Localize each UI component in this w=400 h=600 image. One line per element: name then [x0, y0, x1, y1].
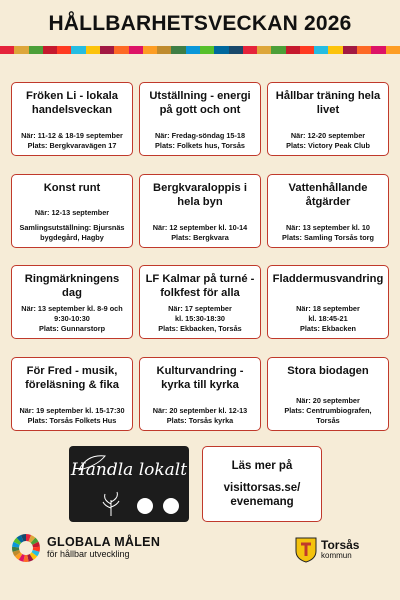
event-detail-line: När: Fredag-söndag 15-18	[154, 131, 246, 140]
stripe-segment	[0, 46, 14, 54]
event-detail-line: När: 18 september	[296, 304, 360, 313]
more-info-box[interactable]	[202, 446, 322, 522]
event-title: Utställning - energi på gott och ont	[149, 90, 251, 116]
event-card[interactable]	[11, 265, 133, 339]
shop-local-banner[interactable]	[69, 446, 189, 522]
event-detail-line: kl. 15:30-18:30	[175, 314, 225, 323]
color-stripe	[0, 46, 400, 54]
page-title: HÅLLBARHETSVECKAN 2026	[48, 12, 352, 35]
event-card[interactable]	[267, 265, 389, 339]
event-title: Bergkvaraloppis i hela byn	[153, 182, 247, 208]
event-detail-line: Plats: Ekbacken	[300, 324, 356, 333]
stripe-segment	[29, 46, 43, 54]
event-detail-line: Samlingsutställning: Bjursnäs bygdegård, Hagby	[19, 223, 125, 242]
event-detail-line: När: 11-12 & 18-19 september	[21, 131, 123, 140]
event-detail-line: När: 12-13 september	[34, 208, 110, 217]
event-detail-line: Plats: Ekbacken, Torsås	[158, 324, 242, 333]
stripe-segment	[14, 46, 28, 54]
torsas-badge-icon	[163, 498, 179, 514]
torsas-kommun-logo	[295, 537, 359, 563]
event-details	[272, 131, 384, 151]
stripe-segment	[214, 46, 228, 54]
event-card[interactable]	[139, 265, 261, 339]
event-card[interactable]	[11, 357, 133, 431]
flower-icon	[99, 490, 123, 516]
event-card[interactable]	[267, 174, 389, 248]
event-details	[16, 131, 128, 151]
municipality-type: kommun	[321, 551, 352, 560]
event-detail-line: Plats: Bergkvaravägen 17	[27, 141, 117, 150]
stripe-segment	[343, 46, 357, 54]
event-title: Konst runt	[43, 182, 101, 194]
event-title: Vattenhållande åtgärder	[288, 182, 368, 208]
stripe-segment	[114, 46, 128, 54]
event-details	[272, 304, 384, 334]
event-title: Stora biodagen	[287, 365, 369, 377]
event-detail-line: Plats: Samling Torsås torg	[282, 233, 374, 242]
event-details	[144, 131, 256, 151]
stripe-segment	[243, 46, 257, 54]
globala-malen-badge-icon	[137, 498, 153, 514]
event-title: Fladdermusvandring	[272, 273, 384, 285]
stripe-segment	[371, 46, 385, 54]
more-info-url[interactable]: visittorsas.se/ evenemang	[223, 482, 301, 508]
event-details	[272, 223, 384, 243]
stripe-segment	[229, 46, 243, 54]
event-card[interactable]	[11, 82, 133, 156]
sdg-wheel-icon	[11, 533, 41, 563]
event-card[interactable]	[267, 357, 389, 431]
stripe-segment	[257, 46, 271, 54]
event-card[interactable]	[139, 82, 261, 156]
event-details	[144, 406, 256, 426]
stripe-segment	[328, 46, 342, 54]
event-detail-line: Plats: Bergkvara	[171, 233, 229, 242]
shop-local-label: Handla lokalt	[70, 460, 188, 480]
stripe-segment	[43, 46, 57, 54]
event-detail-line: Plats: Torsås kyrka	[166, 416, 234, 425]
torsas-crest-icon	[295, 537, 317, 563]
stripe-segment	[200, 46, 214, 54]
stripe-segment	[71, 46, 85, 54]
municipality-name: Torsås	[321, 538, 360, 552]
stripe-segment	[186, 46, 200, 54]
event-detail-line: När: 17 september	[168, 304, 232, 313]
stripe-segment	[271, 46, 285, 54]
event-detail-line: När: 20 september	[296, 396, 360, 405]
stripe-segment	[100, 46, 114, 54]
more-info-label: Läs mer på	[231, 460, 293, 472]
event-details	[16, 406, 128, 426]
event-title: Kulturvandring - kyrka till kyrka	[156, 365, 244, 391]
event-title: Fröken Li - lokala handelsveckan	[25, 90, 118, 116]
event-details	[272, 396, 384, 426]
event-title: Ringmärkningens dag	[24, 273, 120, 299]
stripe-segment	[386, 46, 400, 54]
stripe-segment	[171, 46, 185, 54]
event-detail-line: När: 13 september kl. 8-9 och 9:30-10:30	[21, 304, 123, 323]
globala-malen-logo	[11, 533, 160, 563]
event-detail-line: När: 12-20 september	[290, 131, 366, 140]
event-card[interactable]	[139, 174, 261, 248]
event-detail-line: Plats: Centrumbiografen, Torsås	[284, 406, 372, 425]
stripe-segment	[286, 46, 300, 54]
event-detail-line: När: 19 september kl. 15-17:30	[19, 406, 125, 415]
stripe-segment	[57, 46, 71, 54]
stripe-segment	[314, 46, 328, 54]
event-card[interactable]	[139, 357, 261, 431]
event-detail-line: kl. 18:45-21	[308, 314, 348, 323]
event-detail-line: Plats: Gunnarstorp	[38, 324, 106, 333]
event-title: Hållbar träning hela livet	[275, 90, 381, 116]
event-detail-line: När: 20 september kl. 12-13	[152, 406, 248, 415]
stripe-segment	[86, 46, 100, 54]
event-details	[144, 304, 256, 334]
globala-malen-tagline: för hållbar utveckling	[47, 549, 130, 559]
event-card[interactable]	[267, 82, 389, 156]
event-details	[16, 304, 128, 334]
event-title: LF Kalmar på turné - folkfest för alla	[145, 273, 255, 299]
stripe-segment	[157, 46, 171, 54]
event-detail-line: När: 12 september kl. 10-14	[152, 223, 248, 232]
event-title: För Fred - musik, föreläsning & fika	[25, 365, 119, 391]
event-detail-line: När: 13 september kl. 10	[286, 223, 370, 232]
stripe-segment	[300, 46, 314, 54]
event-detail-line: Plats: Victory Peak Club	[286, 141, 370, 150]
event-detail-line: Plats: Torsås Folkets Hus	[27, 416, 117, 425]
event-card[interactable]	[11, 174, 133, 248]
stripe-segment	[357, 46, 371, 54]
globala-malen-name: GLOBALA MÅLEN	[47, 535, 161, 549]
event-detail-line: Plats: Folkets hus, Torsås	[155, 141, 245, 150]
event-details	[144, 223, 256, 243]
event-details	[16, 208, 128, 243]
stripe-segment	[129, 46, 143, 54]
stripe-segment	[143, 46, 157, 54]
